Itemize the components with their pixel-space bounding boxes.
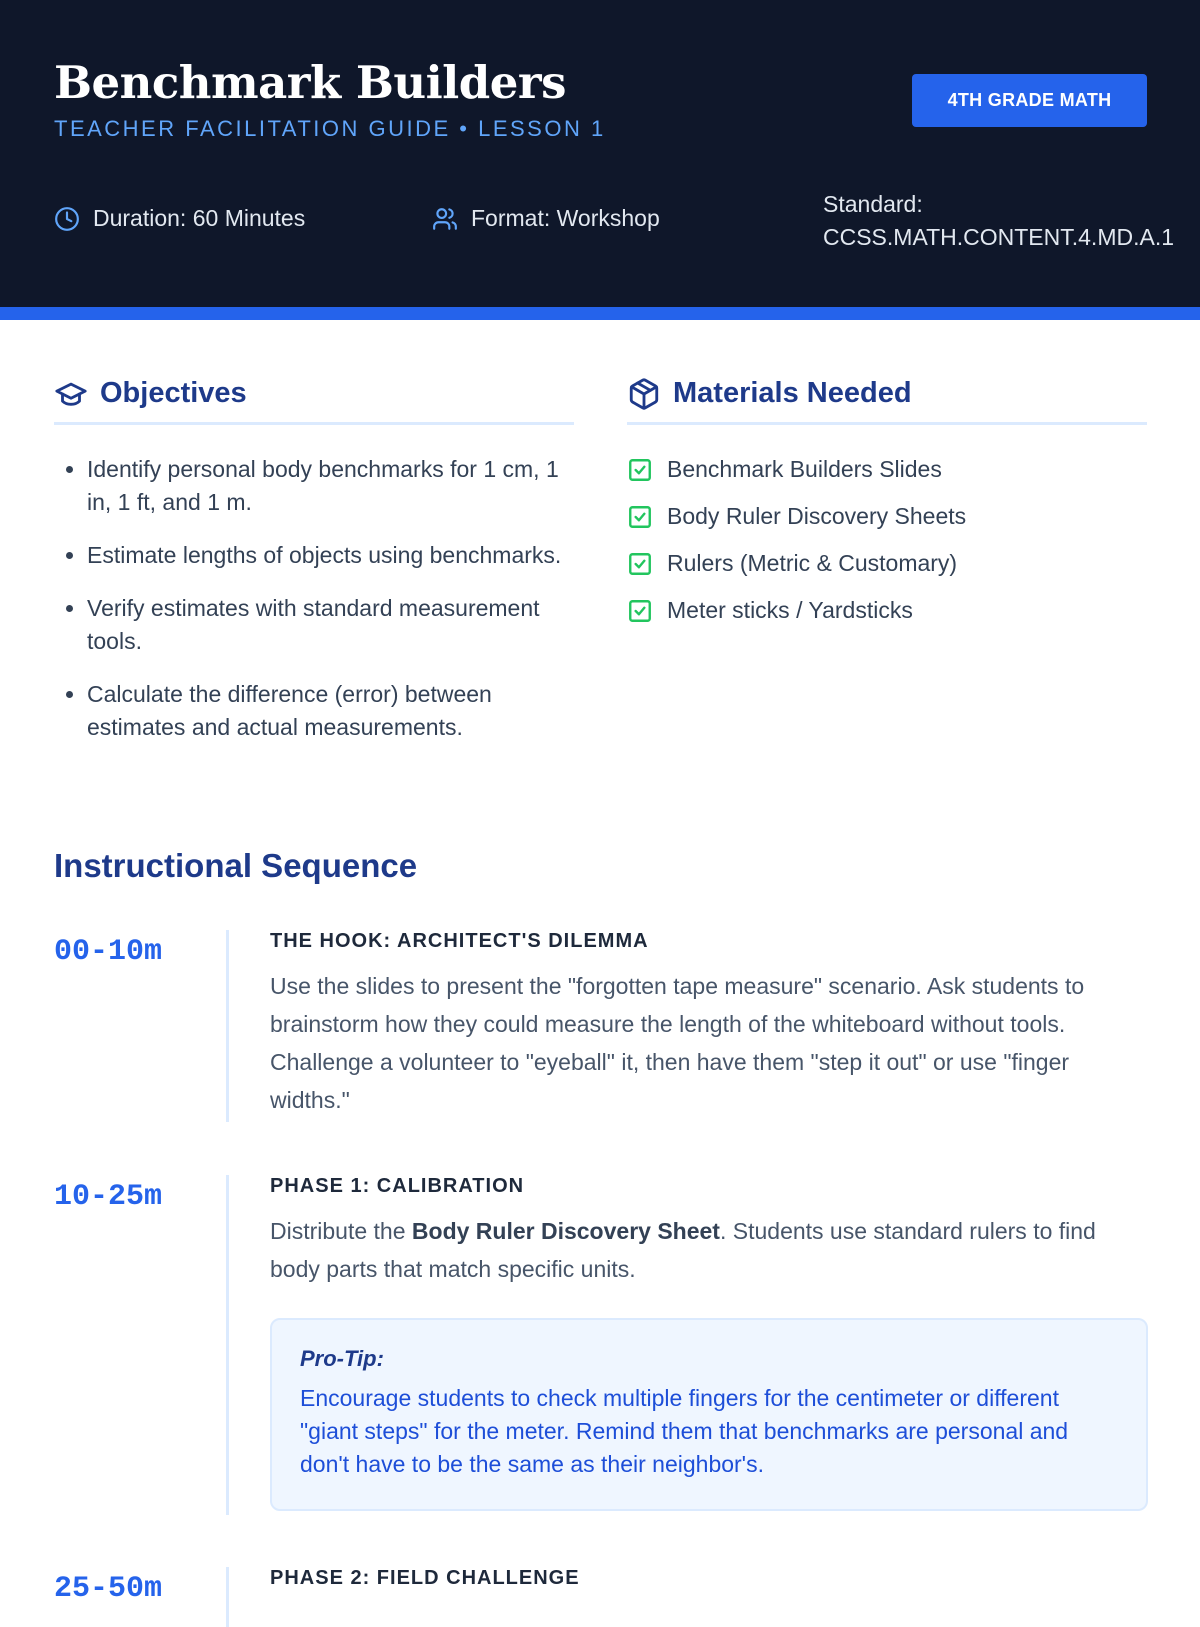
step-title: PHASE 1: CALIBRATION <box>270 1175 525 1197</box>
objective-item: • Estimate lengths of objects using benchmarks. <box>87 539 574 572</box>
pro-tip-callout <box>270 1318 1148 1511</box>
pro-tip-text: Encourage students to check multiple fingers for the centimeter or different "giant steps" for the meter. Remind them that benchmarks are personal and don't have to be the same as their neighbor's. <box>300 1385 1069 1477</box>
pro-tip-title: Pro-Tip: <box>300 1346 384 1371</box>
box-icon <box>627 377 661 411</box>
objectives-section <box>54 320 574 764</box>
material-label: Rulers (Metric & Customary) <box>667 550 958 576</box>
material-item <box>627 594 1147 627</box>
material-label: Benchmark Builders Slides <box>667 456 942 482</box>
materials-header <box>627 365 1147 425</box>
timeline-line <box>226 1175 229 1515</box>
step-desc-text: Distribute the <box>270 1218 412 1244</box>
header-accent-bar <box>0 307 1200 320</box>
step-body <box>270 930 1148 1119</box>
check-square-icon <box>627 504 653 530</box>
format-meta <box>432 205 660 232</box>
materials-list <box>627 453 1147 627</box>
step-time: 25-50m <box>54 1572 163 1606</box>
step-title: PHASE 2: FIELD CHALLENGE <box>270 1567 580 1589</box>
graduation-cap-icon <box>54 377 88 411</box>
page-subtitle: TEACHER FACILITATION GUIDE • LESSON 1 <box>54 116 606 141</box>
standard-meta <box>823 188 1174 254</box>
material-item <box>627 547 1147 580</box>
step-description <box>270 1212 1148 1288</box>
sequence-heading: Instructional Sequence <box>54 847 418 884</box>
step-body <box>270 1175 1148 1511</box>
check-square-icon <box>627 551 653 577</box>
materials-heading: Materials Needed <box>673 377 912 409</box>
step-time: 10-25m <box>54 1180 163 1214</box>
objectives-heading: Objectives <box>100 377 247 409</box>
objective-item: • Identify personal body benchmarks for 1 cm, 1 in, 1 ft, and 1 m. <box>87 453 574 519</box>
check-square-icon <box>627 598 653 624</box>
step-title: THE HOOK: ARCHITECT'S DILEMMA <box>270 930 649 952</box>
material-label: Body Ruler Discovery Sheets <box>667 503 967 529</box>
timeline-line <box>226 930 229 1122</box>
step-description: Use the slides to present the "forgotten tape measure" scenario. Ask students to brainstorm how they could measure the length of the whiteboard without tools. Challenge a volunteer to "eyeball" it, then have them "step it out" or use "finger widths." <box>270 973 1085 1113</box>
standard-code: CCSS.MATH.CONTENT.4.MD.A.1 <box>823 224 1174 250</box>
material-label: Meter sticks / Yardsticks <box>667 597 913 623</box>
users-icon <box>432 206 458 232</box>
check-square-icon <box>627 457 653 483</box>
step-body <box>270 1567 1148 1590</box>
step-desc-emphasis: Body Ruler Discovery Sheet <box>411 1218 720 1244</box>
clock-icon <box>54 206 80 232</box>
material-item <box>627 453 1147 486</box>
objectives-list <box>54 453 574 744</box>
timeline-line <box>226 1567 229 1627</box>
step-desc-text: . Students use standard rulers to find body parts that match specific units. <box>270 1218 1096 1282</box>
page-title: Benchmark Builders <box>54 56 566 109</box>
grade-badge: 4TH GRADE MATH <box>912 74 1147 127</box>
material-item <box>627 500 1147 533</box>
objective-item: • Calculate the difference (error) between estimates and actual measurements. <box>87 678 574 744</box>
step-time: 00-10m <box>54 935 163 969</box>
objective-item: • Verify estimates with standard measurement tools. <box>87 592 574 658</box>
materials-section <box>627 320 1147 641</box>
duration-text: Duration: 60 Minutes <box>93 205 306 231</box>
objectives-header <box>54 365 574 425</box>
format-text: Format: Workshop <box>471 205 660 231</box>
standard-label: Standard: <box>823 191 923 217</box>
duration-meta <box>54 205 305 232</box>
lesson-header <box>0 0 1200 307</box>
